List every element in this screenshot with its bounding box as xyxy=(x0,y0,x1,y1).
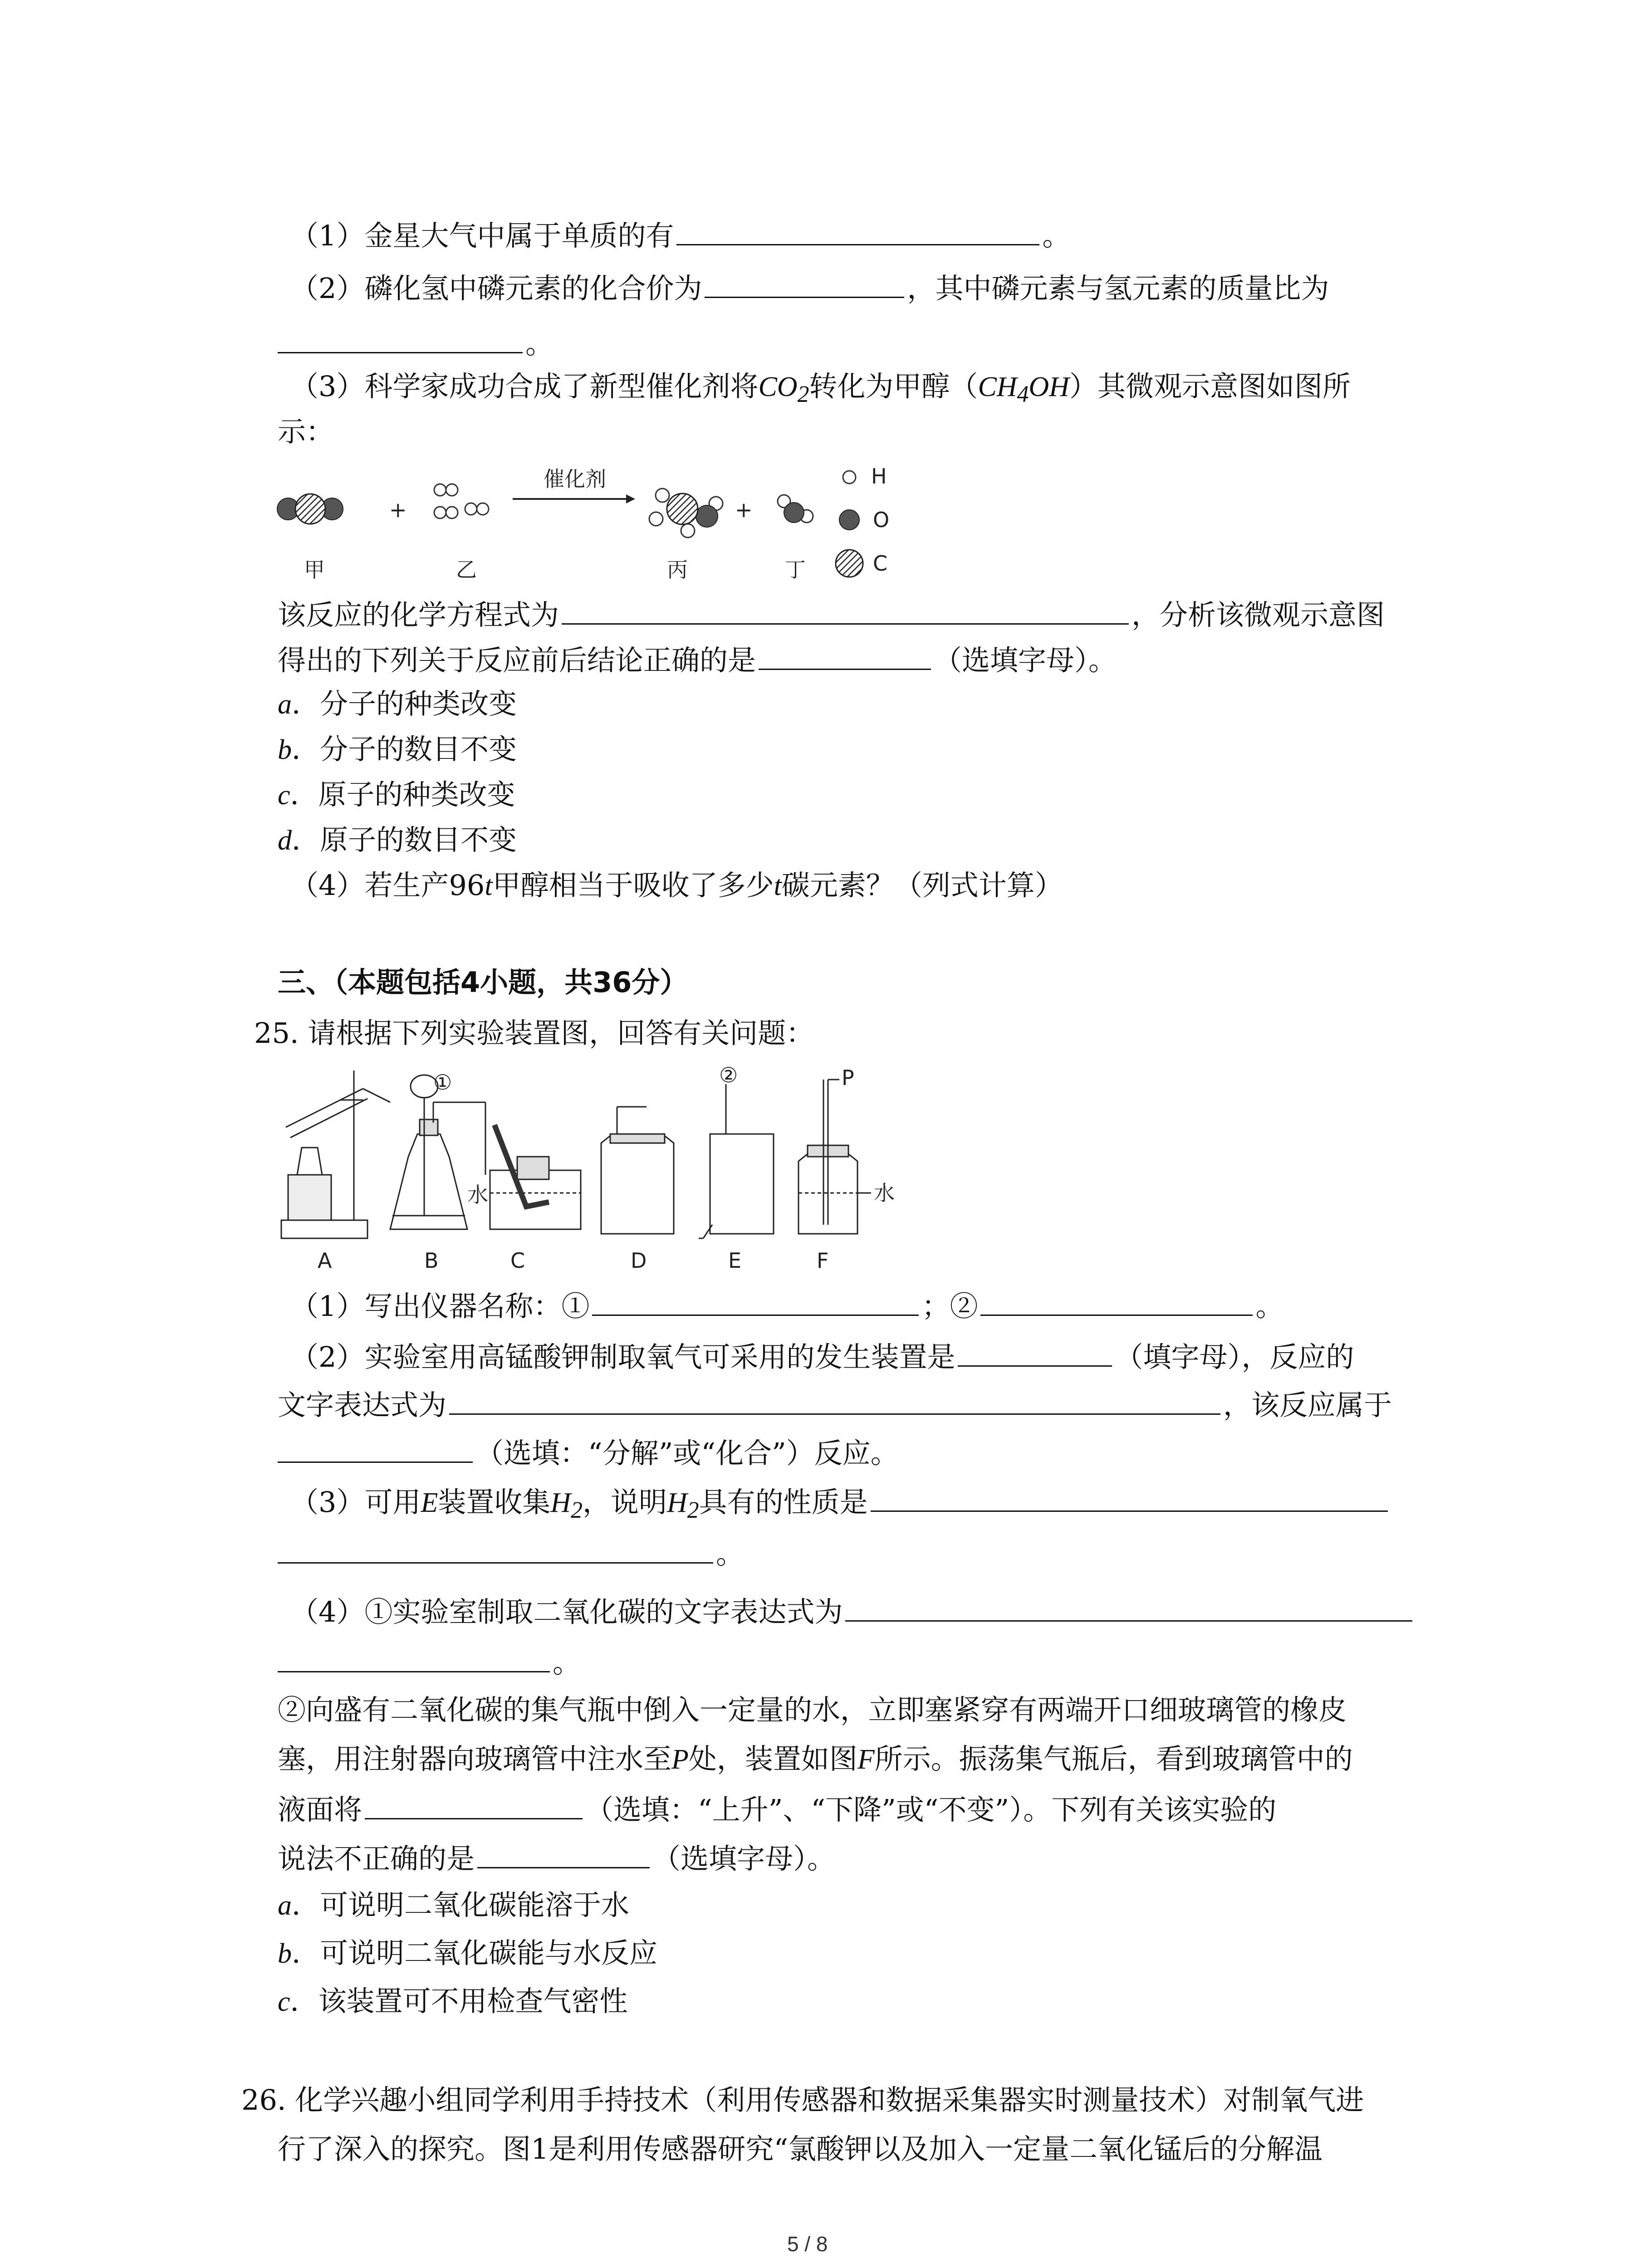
q25-part3-cont: 。 xyxy=(278,1534,744,1572)
water-molecule xyxy=(778,495,813,523)
co2-molecule xyxy=(277,494,343,524)
q25-part2-cont2: （选填：“分解”或“化合”）反应。 xyxy=(278,1433,899,1471)
answer-blank[interactable] xyxy=(705,269,904,298)
answer-blank[interactable] xyxy=(449,1385,1220,1415)
label-a: A xyxy=(318,1248,332,1273)
label-d: D xyxy=(631,1248,647,1273)
svg-text:C: C xyxy=(873,551,888,576)
marker-1: ① xyxy=(433,1070,452,1095)
q25-part3-line: （3）可用E装置收集$H_2$，说明$H_2$具有的性质是 xyxy=(290,1482,1391,1529)
q25-part4-2-line2: 塞，用注射器向玻璃管中注水至P处，装置如图F所示。振荡集气瓶后，看到玻璃管中的 xyxy=(278,1742,1353,1775)
answer-blank[interactable] xyxy=(676,216,1039,245)
svg-text:O: O xyxy=(873,508,890,532)
apparatus-e xyxy=(699,1084,774,1238)
lab-apparatus-figure xyxy=(272,1066,907,1279)
q25-part4-cont: 。 xyxy=(278,1643,581,1681)
apparatus-d xyxy=(601,1107,674,1234)
plus-sign: + xyxy=(735,498,753,522)
svg-text:H: H xyxy=(871,464,887,489)
q25-option-c[interactable]: c．该装置可不用检查气密性 xyxy=(278,1984,628,2018)
page-number: 5 / 8 xyxy=(787,2232,828,2256)
q25-intro: 25. 请根据下列实验装置图，回答有关问题： xyxy=(254,1017,814,1050)
answer-blank[interactable] xyxy=(562,595,1129,625)
answer-blank[interactable] xyxy=(980,1286,1253,1316)
atom-legend xyxy=(836,464,889,577)
q25-part1-line: （1）写出仪器名称：① ；② 。 xyxy=(290,1286,1283,1325)
q24-option-d[interactable]: d．原子的数目不变 xyxy=(278,823,517,856)
q26-line2: 行了深入的探究。图1是利用传感器研究“氯酸钾以及加入一定量二氧化锰后的分解温 xyxy=(278,2132,1323,2165)
label-bing: 丙 xyxy=(667,557,688,582)
q25-part2-line: （2）实验室用高锰酸钾制取氧气可采用的发生装置是 （填字母），反应的 xyxy=(290,1337,1354,1375)
q25-part4-2-line3: 液面将 （选填：“上升”、“下降”或“不变”）。下列有关该实验的 xyxy=(278,1790,1276,1828)
q24-part2-cont: 。 xyxy=(278,324,554,362)
label-water-c: 水 xyxy=(467,1183,488,1207)
q24-part3-line: （3）科学家成功合成了新型催化剂将$CO_2$转化为甲醇$(CH_4OH)$其微观示意图如图所 xyxy=(290,370,1351,408)
q24-part2-line: （2）磷化氢中磷元素的化合价为 ，其中磷元素与氢元素的质量比为 xyxy=(290,269,1329,307)
label-b: B xyxy=(424,1248,439,1273)
q24-conclusion-line: 得出的下列关于反应前后结论正确的是 （选填字母）。 xyxy=(278,640,1117,679)
q25-option-b[interactable]: b．可说明二氧化碳能与水反应 xyxy=(278,1936,658,1970)
answer-blank[interactable] xyxy=(592,1286,919,1316)
q24-part3-cont: 示： xyxy=(278,415,334,448)
methanol-molecule xyxy=(649,489,723,538)
q25-part4-2-line4: 说法不正确的是 （选填字母）。 xyxy=(278,1839,835,1877)
answer-blank[interactable] xyxy=(365,1790,583,1819)
marker-2: ② xyxy=(719,1066,738,1087)
plus-sign: + xyxy=(389,498,407,522)
label-jia: 甲 xyxy=(304,557,325,582)
answer-blank[interactable] xyxy=(871,1482,1388,1512)
label-c: C xyxy=(510,1248,525,1273)
q24-equation-line: 该反应的化学方程式为 ，分析该微观示意图 xyxy=(278,595,1385,633)
apparatus-c xyxy=(490,1125,581,1229)
label-f: F xyxy=(817,1248,829,1273)
label-water-f: 水 xyxy=(874,1181,895,1205)
q24-option-b[interactable]: b．分子的数目不变 xyxy=(278,733,517,766)
q24-option-c[interactable]: c．原子的种类改变 xyxy=(278,778,515,811)
q25-part4-2-line1: ②向盛有二氧化碳的集气瓶中倒入一定量的水，立即塞紧穿有两端开口细玻璃管的橡皮 xyxy=(278,1693,1347,1726)
label-yi: 乙 xyxy=(456,557,477,582)
q25-option-a[interactable]: a．可说明二氧化碳能溶于水 xyxy=(278,1888,630,1921)
label-ding: 丁 xyxy=(785,557,806,582)
apparatus-f xyxy=(798,1080,871,1234)
answer-blank[interactable] xyxy=(278,1643,550,1672)
label-p: P xyxy=(842,1066,854,1090)
answer-blank[interactable] xyxy=(278,1534,713,1564)
q24-option-a[interactable]: a．分子的种类改变 xyxy=(278,687,517,720)
answer-blank[interactable] xyxy=(278,1433,473,1463)
catalyst-label: 催化剂 xyxy=(544,467,606,491)
q25-part4-line: （4）①实验室制取二氧化碳的文字表达式为 xyxy=(290,1592,1415,1630)
q25-part2-cont1: 文字表达式为 ，该反应属于 xyxy=(278,1385,1392,1423)
q24-part1-line: （1）金星大气中属于单质的有 。 xyxy=(290,216,1070,254)
h2-molecules xyxy=(434,484,489,518)
q26-line1: 26. 化学兴趣小组同学利用手持技术（利用传感器和数据采集器实时测量技术）对制氧气进 xyxy=(241,2083,1364,2116)
apparatus-a xyxy=(281,1070,390,1238)
answer-blank[interactable] xyxy=(278,324,523,353)
section-heading: 三、（本题包括4小题，共36分） xyxy=(278,966,688,999)
answer-blank[interactable] xyxy=(845,1592,1412,1622)
label-e: E xyxy=(728,1248,742,1273)
answer-blank[interactable] xyxy=(958,1337,1112,1367)
answer-blank[interactable] xyxy=(759,640,931,670)
q24-part4-line: （4）若生产96t甲醇相当于吸收了多少t碳元素？（列式计算） xyxy=(290,869,1063,902)
reaction-micro-diagram xyxy=(272,458,953,590)
answer-blank[interactable] xyxy=(477,1839,650,1868)
